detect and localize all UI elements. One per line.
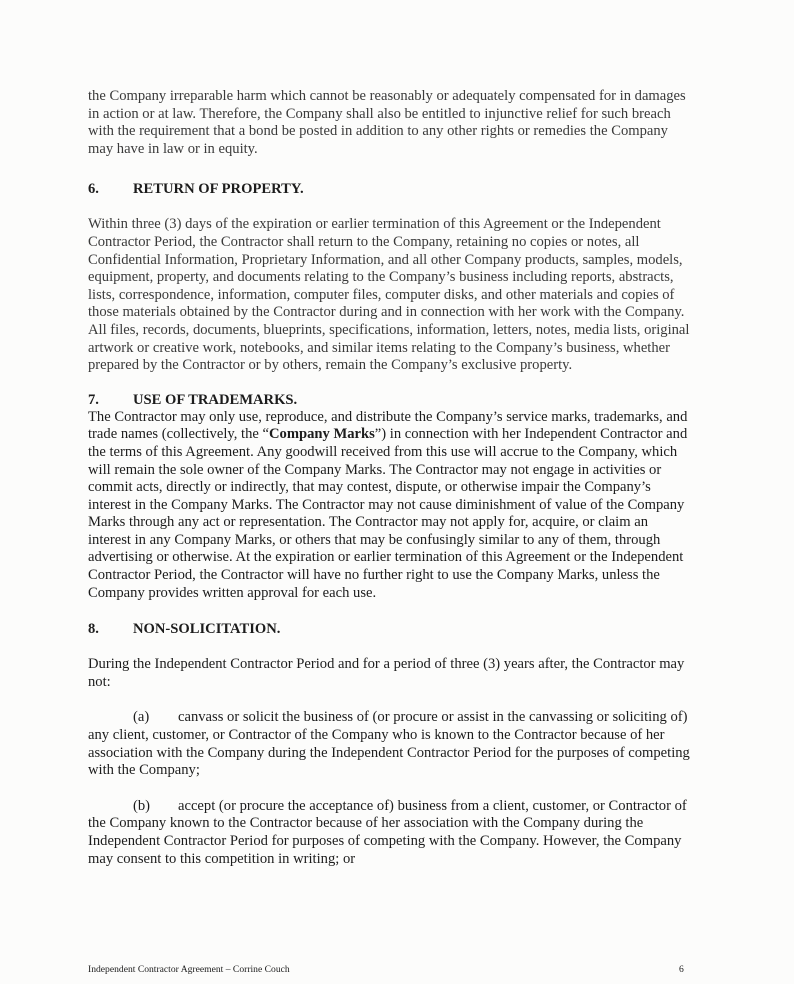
list-item-b-text: accept (or procure the acceptance of) business from a client, customer, or Contractor of the Company known to the Contractor because of her association with the Company during the Independent Contractor Period for purposes of competing with the Company. However, the Company may consent to this competition in writing; or — [88, 797, 687, 867]
footer-title: Independent Contractor Agreement – Corrine Couch — [88, 964, 290, 975]
section-6-body: Within three (3) days of the expiration or earlier termination of this Agreement or the Independent Contractor Period, the Contractor shall return to the Company, retaining no copies or notes, all Confidential Information, Proprietary Information, and all other Company products, samples, models, equipment, property, and documents relating to the Company’s business including reports, abstracts, lists, correspondence, information, computer files, computer disks, and other materials and copies of those materials obtained by the Contractor during and in connection with her work with the Company. All files, records, documents, blueprints, specifications, information, letters, notes, media lists, original artwork or creative work, notebooks, and similar items relating to the Company’s business, whether prepared by the Contractor or by others, remain the Company’s exclusive property. — [88, 216, 690, 374]
section-7-body-before: The Contractor may only use, reproduce, and distribute the Company’s service marks, trademarks, and trade names (collectively, the “ — [88, 408, 688, 443]
list-item-b — [88, 798, 692, 868]
list-item-a — [88, 709, 692, 779]
section-7-title: USE OF TRADEMARKS. — [133, 391, 298, 408]
list-item-a-text: canvass or solicit the business of (or procure or assist in the canvassing or soliciting of) any client, customer, or Contractor of the Company who is known to the Contractor because of her association with the Company during the Independent Contractor Period for the purposes of competing with the Company; — [88, 709, 690, 779]
section-6-heading — [88, 180, 692, 198]
section-6-title: RETURN OF PROPERTY. — [133, 181, 304, 198]
company-marks-term: Company Marks — [268, 426, 375, 443]
section-7-heading — [88, 391, 692, 409]
list-item-a-letter: (a) — [133, 709, 150, 726]
document-body — [88, 88, 692, 868]
section-7-body — [88, 409, 692, 603]
section-8-number: 8. — [88, 621, 99, 638]
intro-paragraph: the Company irreparable harm which cannot be reasonably or adequately compensated for in damages in action or at law. Therefore, the Company shall also be entitled to injunctive relief for such breach with the requirement that a bond be posted in addition to any other rights or remedies the Company may have in law or in equity. — [88, 88, 686, 157]
page-number: 6 — [679, 964, 684, 975]
list-item-b-letter: (b) — [133, 797, 151, 814]
section-6-number: 6. — [88, 181, 99, 198]
section-7-number: 7. — [88, 391, 99, 408]
section-8-title: NON-SOLICITATION. — [133, 621, 281, 638]
section-7-body-after: ”) in connection with her Independent Contractor and the terms of this Agreement. Any goodwill received from this use will accrue to the Company, which will remain the sole owner of the Company Marks. The Contractor may not engage in activities or commit acts, directly or indirectly, that may contest, dispute, or otherwise impair the Company’s interest in the Company Marks. The Contractor may not cause diminishment of value of the Company Marks through any act or representation. The Contractor may not apply for, acquire, or claim an interest in any Company Marks, or others that may be confusingly similar to any of them, through advertising or otherwise. At the expiration or earlier termination of this Agreement or the Independent Contractor Period, the Contractor will have no further right to use the Company Marks, unless the Company provides written approval for each use. — [88, 426, 688, 601]
section-8-body: During the Independent Contractor Period and for a period of three (3) years after, the Contractor may not: — [88, 656, 685, 690]
section-8-heading — [88, 620, 692, 638]
